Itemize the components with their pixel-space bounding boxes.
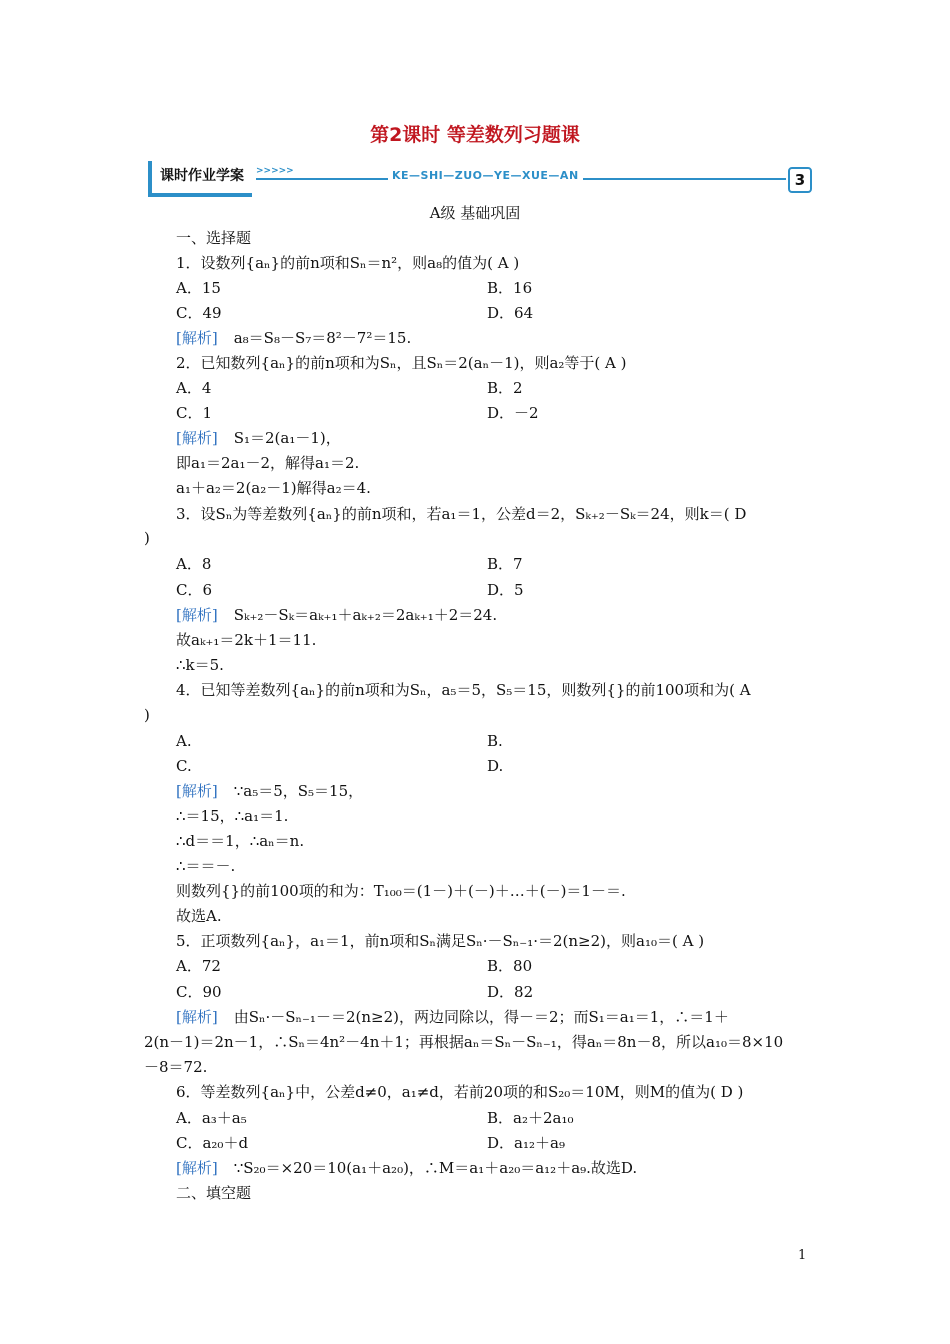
- level-heading: A级 基础巩固: [429, 204, 521, 222]
- solution-text: ∴＝＝－.: [176, 857, 236, 875]
- solution-text: ∴d＝＝1，∴aₙ＝n.: [176, 832, 305, 850]
- solution-text: 由Sₙ·－Sₙ₋₁－＝2(n≥2)，两边同除以，得－＝2；而S₁＝a₁＝1，∴＝1＋: [233, 1008, 729, 1026]
- option-c: C．1: [176, 404, 213, 422]
- question-stem: 1．设数列{aₙ}的前n项和Sₙ＝n²，则a₈的值为( A ): [176, 254, 520, 272]
- solution-text: S₁＝2(a₁－1)，: [233, 429, 341, 447]
- option-b: B．a₂＋2a₁₀: [487, 1109, 574, 1127]
- section-banner: [148, 161, 814, 195]
- solution-line: [176, 1158, 637, 1178]
- solution-tag: [解析]: [176, 329, 218, 347]
- option-a: A．a₃＋a₅: [176, 1109, 247, 1127]
- solution-text: 即a₁＝2a₁－2，解得a₁＝2.: [176, 454, 360, 472]
- solution-line: [176, 781, 363, 801]
- option-c: C．90: [176, 983, 222, 1001]
- option-a: A．15: [176, 279, 221, 297]
- option-c: C．49: [176, 304, 222, 322]
- question-stem: 4．已知等差数列{aₙ}的前n项和为Sₙ，a₅＝5，S₅＝15，则数列{}的前100项和为( A: [176, 681, 751, 699]
- option-b: B．80: [487, 957, 533, 975]
- option-d: D．a₁₂＋a₉: [487, 1134, 565, 1152]
- option-c: C．a₂₀＋d: [176, 1134, 249, 1152]
- banner-label: 课时作业学案: [148, 161, 252, 197]
- question-stem: 6．等差数列{aₙ}中，公差d≠0，a₁≠d，若前20项的和S₂₀＝10M，则M的值为( D ): [176, 1083, 744, 1101]
- page-title: 第2课时 等差数列习题课: [370, 124, 580, 146]
- option-a: A．4: [176, 379, 212, 397]
- question-stem: 5．正项数列{aₙ}，a₁＝1，前n项和Sₙ满足Sₙ·－Sₙ₋₁·＝2(n≥2)，则a₁₀＝( A ): [176, 932, 705, 950]
- page-number: 1: [798, 1248, 807, 1263]
- section-heading: 一、选择题: [176, 229, 252, 247]
- section-heading: 二、填空题: [176, 1184, 252, 1202]
- solution-text: ∴＝15，∴a₁＝1.: [176, 807, 289, 825]
- solution-text: a₈＝S₈－S₇＝8²－7²＝15.: [233, 329, 412, 347]
- solution-tag: [解析]: [176, 1008, 218, 1026]
- solution-line: [176, 605, 497, 625]
- solution-line: [176, 328, 411, 348]
- option-d: D．－2: [487, 404, 539, 422]
- solution-text: Sₖ₊₂－Sₖ＝aₖ₊₁＋aₖ₊₂＝2aₖ₊₁＋2＝24.: [233, 606, 498, 624]
- solution-text: 故选A.: [176, 907, 222, 925]
- solution-text: 故aₖ₊₁＝2k＋1＝11.: [176, 631, 317, 649]
- option-d: D．82: [487, 983, 534, 1001]
- solution-tag: [解析]: [176, 1159, 218, 1177]
- solution-tag: [解析]: [176, 606, 218, 624]
- question-stem-wrap: ): [144, 706, 150, 724]
- solution-text: ∵a₅＝5，S₅＝15，: [233, 782, 364, 800]
- option-a: A.: [176, 732, 192, 750]
- question-stem: 3．设Sₙ为等差数列{aₙ}的前n项和，若a₁＝1，公差d＝2，Sₖ₊₂－Sₖ＝24，则k＝( D: [176, 505, 747, 523]
- option-c: C.: [176, 757, 192, 775]
- banner-arrows: >>>>>: [256, 166, 294, 176]
- question-stem: 2．已知数列{aₙ}的前n项和为Sₙ，且Sₙ＝2(aₙ－1)，则a₂等于( A ): [176, 354, 627, 372]
- option-a: A．8: [176, 555, 212, 573]
- solution-tag: [解析]: [176, 782, 218, 800]
- option-b: B.: [487, 732, 503, 750]
- banner-pinyin: KE—SHI—ZUO—YE—XUE—AN: [388, 169, 583, 182]
- solution-text: 则数列{}的前100项的和为：T₁₀₀＝(1－)＋(－)＋…＋(－)＝1－＝.: [176, 882, 626, 900]
- solution-text: －8＝72.: [144, 1058, 208, 1076]
- option-d: D.: [487, 757, 504, 775]
- solution-text: 2(n－1)＝2n－1，∴Sₙ＝4n²－4n＋1；再根据aₙ＝Sₙ－Sₙ₋₁，得aₙ＝8n－8，所以a₁₀＝8×10: [144, 1033, 784, 1051]
- solution-text: ∴k＝5.: [176, 656, 224, 674]
- option-d: D．64: [487, 304, 534, 322]
- solution-line: [176, 1007, 729, 1027]
- solution-text: ∵S₂₀＝×20＝10(a₁＋a₂₀)，∴M＝a₁＋a₂₀＝a₁₂＋a₉.故选D.: [233, 1159, 638, 1177]
- banner-number: 3: [788, 167, 812, 193]
- solution-text: a₁＋a₂＝2(a₂－1)解得a₂＝4.: [176, 479, 371, 497]
- option-b: B．16: [487, 279, 533, 297]
- option-c: C．6: [176, 581, 213, 599]
- option-b: B．7: [487, 555, 523, 573]
- option-a: A．72: [176, 957, 221, 975]
- option-b: B．2: [487, 379, 523, 397]
- option-d: D．5: [487, 581, 524, 599]
- question-stem-wrap: ): [144, 529, 150, 547]
- solution-tag: [解析]: [176, 429, 218, 447]
- solution-line: [176, 428, 341, 448]
